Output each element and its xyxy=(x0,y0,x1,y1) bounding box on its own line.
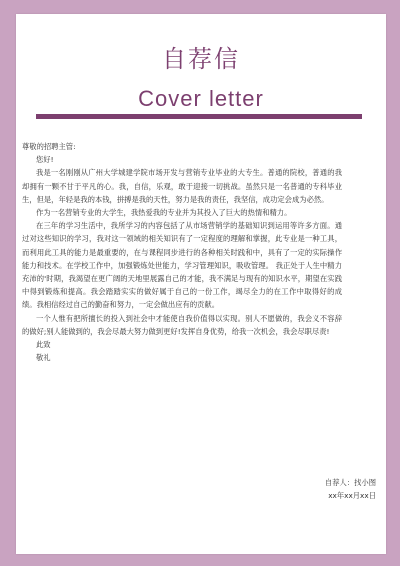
signature-date: xx年xx月xx日 xyxy=(328,491,376,501)
paragraph-study: 在三年的学习生活中，我所学习的内容包括了从市场营销学的基础知识到运用等许多方面。通过对这些知识的学习，我对这一领域的相关知识有了一定程度的理解和掌握，此专业是一种工具，而利用此工具的能力是最重要的，在与课程同步进行的各种相关时践和中，具有了一定的实际操作能力和技术。在学校工作中，加强锻炼处世能力，学习管理知识，吸收管理。 我正处于人生中精力充沛的'时期，我渴望在更广阔的天地里展露自己的才能，我不满足与现有的知识水平，期望在实践中得到锻炼和提高。我会踏踏实实的做好属于自己的一份工作，竭尽全力的在工作中取得好的成绩。我相信经过自己的勤奋和努力，一定会做出应有的贡献。 xyxy=(22,221,342,310)
greeting: 您好! xyxy=(36,155,54,165)
title-english: Cover letter xyxy=(138,86,264,111)
paragraph-intro: 我是一名刚刚从广州大学城建学院市场开发与营销专业毕业的大专生。普通的院校，普通的我却拥有一颗不甘于平凡的心。我，自信，乐观，敢于迎接一切挑战。虽然只是一名普通的专科毕业生，但是，年轻是我的本钱，拼搏是我的天性，努力是我的责任，我坚信，成功定会成为必然。 xyxy=(22,168,342,204)
closing-line-2: 敬礼 xyxy=(36,353,51,363)
paragraph-major: 作为一名营销专业的大学生，我热爱我的专业并为其投入了巨大的热情和精力。 xyxy=(36,208,292,218)
paragraph-value: 一个人惟有把所擅长的投入到社会中才能使自我价值得以实现。别人不愿做的，我会义不容辞的做好;别人能做到的，我会尽最大努力做到更好!发挥自身优势，给我一次机会，我会尽职尽责! xyxy=(22,313,342,336)
letter-body xyxy=(22,140,342,364)
closing-line-1: 此致 xyxy=(36,340,51,350)
signer-name: 自荐人：找小图 xyxy=(324,478,376,487)
title-chinese: 自荐信 xyxy=(162,45,240,73)
title-divider-bar xyxy=(36,114,362,119)
salutation: 尊敬的招聘主管: xyxy=(22,142,76,151)
signature-block xyxy=(216,476,376,502)
